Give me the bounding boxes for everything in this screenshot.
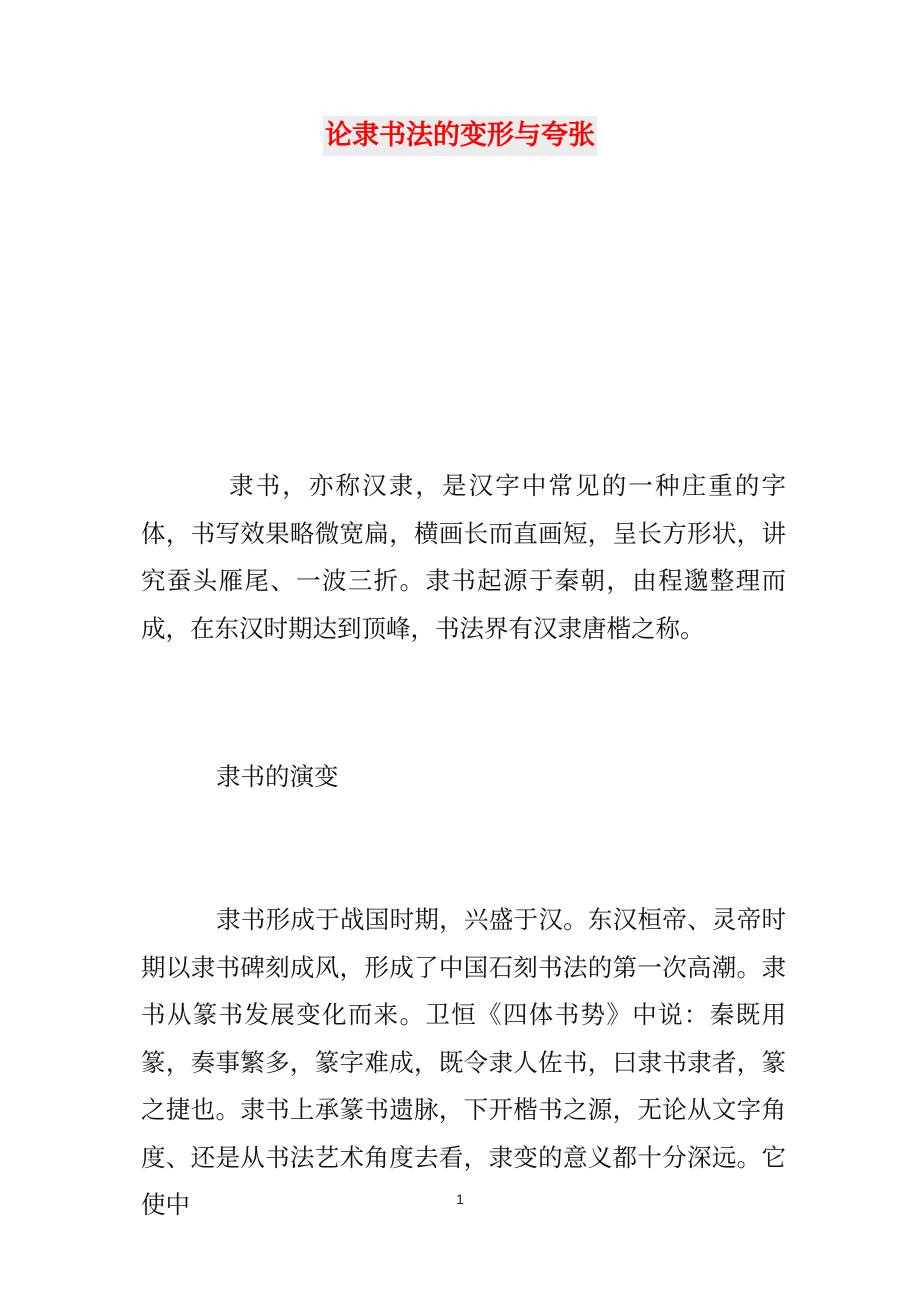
- page-number: 1: [456, 1191, 464, 1207]
- body-paragraph: 隶书形成于战国时期，兴盛于汉。东汉桓帝、灵帝时期以隶书碑刻成风，形成了中国石刻书法的第一次高潮。隶书从篆书发展变化而来。卫恒《四体书势》中说：秦既用篆，奏事繁多，篆字难成，既令隶人佐书，曰隶书隶者，篆之捷也。隶书上承篆书遗脉，下开楷书之源，无论从文字角度、还是从书法艺术角度去看，隶变的意义都十分深远。它使中: [141, 905, 786, 1219]
- section-heading: 隶书的演变: [216, 762, 339, 791]
- title-container: [0, 116, 920, 156]
- intro-paragraph: 隶书，亦称汉隶，是汉字中常见的一种庄重的字体，书写效果略微宽扁，横画长而直画短，呈长方形状，讲究蚕头雁尾、一波三折。隶书起源于秦朝，由程邈整理而成，在东汉时期达到顶峰，书法界有汉隶唐楷之称。: [141, 471, 786, 643]
- document-title: 论隶书法的变形与夸张: [323, 116, 597, 156]
